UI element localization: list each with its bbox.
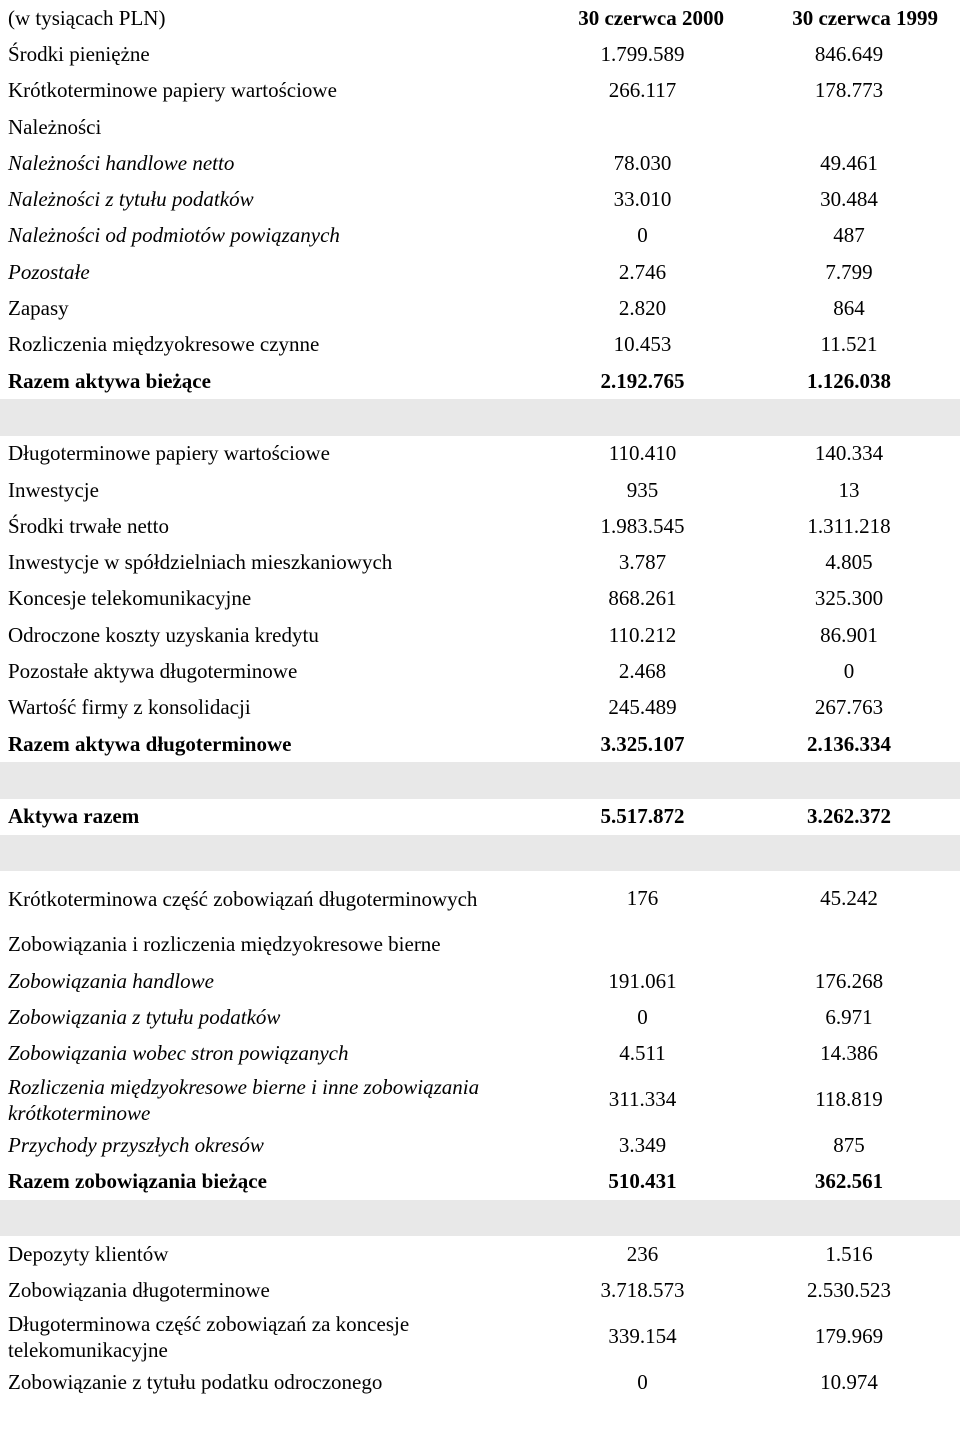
value-1999: 325.300	[814, 586, 884, 611]
row-label: Zapasy	[8, 296, 69, 321]
value-2000: 0	[637, 1004, 648, 1029]
row-label: Aktywa razem	[8, 804, 140, 829]
value-1999: 14.386	[820, 1041, 878, 1066]
row-label: Wartość firmy z konsolidacji	[8, 695, 251, 720]
value-2000: 0	[637, 1370, 648, 1395]
value-1999: 875	[833, 1133, 865, 1158]
table-row	[0, 436, 960, 472]
row-label: Krótkoterminowe papiery wartościowe	[8, 78, 337, 103]
value-2000: 339.154	[608, 1324, 677, 1349]
value-1999: 86.901	[820, 622, 878, 647]
row-label: Depozyty klientów	[8, 1242, 169, 1267]
section-separator	[0, 399, 960, 435]
table-row	[0, 327, 960, 363]
row-label: Zobowiązania wobec stron powiązanych	[8, 1041, 349, 1066]
value-2000: 245.489	[608, 695, 677, 720]
value-1999: 846.649	[814, 41, 884, 66]
value-1999: 118.819	[815, 1087, 883, 1112]
row-label: Razem zobowiązania bieżące	[8, 1169, 267, 1194]
table-row	[0, 73, 960, 109]
value-1999: 1.311.218	[807, 513, 891, 538]
value-1999: 2.136.334	[807, 731, 891, 756]
table-row	[0, 581, 960, 617]
table-row	[0, 254, 960, 290]
section-separator	[0, 835, 960, 871]
row-label: Należności z tytułu podatków	[8, 187, 254, 212]
row-label: Koncesje telekomunikacyjne	[8, 586, 252, 611]
value-1999: 10.974	[820, 1370, 878, 1395]
value-2000: 5.517.872	[600, 804, 685, 829]
table-row	[0, 963, 960, 999]
table-row	[0, 508, 960, 544]
table-body	[0, 36, 960, 1401]
value-1999: 864	[833, 296, 865, 321]
value-2000: 4.511	[619, 1041, 666, 1066]
table-row	[0, 927, 960, 963]
table-row	[0, 181, 960, 217]
value-2000: 3.349	[618, 1133, 667, 1158]
table-row	[0, 1309, 960, 1365]
table-row	[0, 617, 960, 653]
table-row	[0, 726, 960, 762]
table-row	[0, 290, 960, 326]
value-1999: 1.126.038	[807, 368, 891, 393]
row-label: Pozostałe aktywa długoterminowe	[8, 658, 298, 683]
table-row	[0, 999, 960, 1035]
table-row	[0, 36, 960, 72]
value-2000: 2.820	[618, 296, 667, 321]
row-label: Zobowiązanie z tytułu podatku odroczonego	[8, 1370, 383, 1395]
value-2000: 3.325.107	[600, 731, 685, 756]
table-row	[0, 690, 960, 726]
value-1999: 267.763	[814, 695, 884, 720]
row-label: Przychody przyszłych okresów	[8, 1133, 264, 1158]
table-row	[0, 218, 960, 254]
table-row	[0, 109, 960, 145]
table-row	[0, 1164, 960, 1200]
value-2000: 176	[626, 886, 659, 911]
value-2000: 110.212	[608, 622, 677, 647]
value-2000: 311.334	[608, 1087, 677, 1112]
currency-unit-label: (w tysiącach PLN)	[8, 5, 166, 30]
value-2000: 191.061	[608, 968, 677, 993]
row-label: Należności handlowe netto	[8, 150, 235, 175]
value-2000: 3.787	[618, 550, 667, 575]
row-label: Razem aktywa bieżące	[8, 368, 211, 393]
table-row	[0, 544, 960, 580]
value-2000: 935	[626, 477, 659, 502]
value-1999: 7.799	[825, 259, 873, 284]
table-header-row	[0, 0, 960, 36]
value-1999: 1.516	[825, 1242, 873, 1267]
value-2000: 2.192.765	[600, 368, 685, 393]
table-row	[0, 799, 960, 835]
row-label: Inwestycje	[8, 477, 99, 502]
value-2000: 2.468	[618, 658, 667, 683]
table-row	[0, 1036, 960, 1072]
value-1999: 11.521	[820, 332, 878, 357]
value-2000: 868.261	[608, 586, 677, 611]
row-label: Należności	[8, 114, 102, 139]
table-row	[0, 1128, 960, 1164]
row-label: Pozostałe	[8, 259, 90, 284]
row-label: Rozliczenia międzyokresowe bierne i inne zobowiązania krótkoterminowe	[8, 1074, 480, 1125]
value-2000: 1.799.589	[600, 41, 685, 66]
value-1999: 2.530.523	[807, 1278, 891, 1303]
value-1999: 362.561	[814, 1169, 884, 1194]
table-row	[0, 871, 960, 927]
row-label: Długoterminowa część zobowiązań za koncesje telekomunikacyjne	[8, 1311, 410, 1362]
value-1999: 176.268	[814, 968, 884, 993]
value-2000: 2.746	[618, 259, 667, 284]
value-1999: 179.969	[814, 1324, 884, 1349]
column-header-2000: 30 czerwca 2000	[578, 5, 724, 30]
row-label: Długoterminowe papiery wartościowe	[8, 441, 330, 466]
value-2000: 236	[626, 1242, 659, 1267]
value-2000: 3.718.573	[600, 1278, 685, 1303]
row-label: Zobowiązania i rozliczenia międzyokresowe bierne	[8, 932, 441, 957]
table-row	[0, 1072, 960, 1128]
value-2000: 10.453	[613, 332, 672, 357]
value-2000: 266.117	[608, 78, 677, 103]
value-1999: 49.461	[820, 150, 878, 175]
value-2000: 0	[637, 223, 648, 248]
row-label: Zobowiązania handlowe	[8, 968, 214, 993]
value-1999: 13	[838, 477, 860, 502]
row-label: Zobowiązania długoterminowe	[8, 1278, 270, 1303]
value-1999: 30.484	[820, 187, 878, 212]
row-label: Środki trwałe netto	[8, 513, 169, 538]
value-1999: 140.334	[814, 441, 884, 466]
value-1999: 45.242	[820, 886, 878, 911]
value-1999: 3.262.372	[807, 804, 891, 829]
column-header-1999: 30 czerwca 1999	[792, 5, 938, 30]
table-row	[0, 653, 960, 689]
row-label: Odroczone koszty uzyskania kredytu	[8, 622, 319, 647]
value-1999: 6.971	[825, 1004, 873, 1029]
row-label: Razem aktywa długoterminowe	[8, 731, 292, 756]
value-1999: 4.805	[825, 550, 873, 575]
row-label: Należności od podmiotów powiązanych	[8, 223, 340, 248]
section-separator	[0, 762, 960, 798]
table-row	[0, 145, 960, 181]
section-separator	[0, 1200, 960, 1236]
row-label: Środki pieniężne	[8, 41, 150, 66]
value-1999: 178.773	[814, 78, 884, 103]
value-2000: 1.983.545	[600, 513, 685, 538]
value-2000: 33.010	[613, 187, 672, 212]
row-label: Zobowiązania z tytułu podatków	[8, 1004, 281, 1029]
table-row	[0, 1273, 960, 1309]
table-row	[0, 1365, 960, 1401]
table-row	[0, 1236, 960, 1272]
value-2000: 510.431	[608, 1169, 677, 1194]
table-row	[0, 363, 960, 399]
row-label: Inwestycje w spółdzielniach mieszkaniowych	[8, 550, 393, 575]
row-label: Rozliczenia międzyokresowe czynne	[8, 332, 320, 357]
value-2000: 78.030	[613, 150, 672, 175]
table-row	[0, 472, 960, 508]
value-2000: 110.410	[608, 441, 677, 466]
value-1999: 0	[843, 658, 855, 683]
value-1999: 487	[833, 223, 865, 248]
row-label: Krótkoterminowa część zobowiązań długoterminowych	[8, 886, 478, 911]
